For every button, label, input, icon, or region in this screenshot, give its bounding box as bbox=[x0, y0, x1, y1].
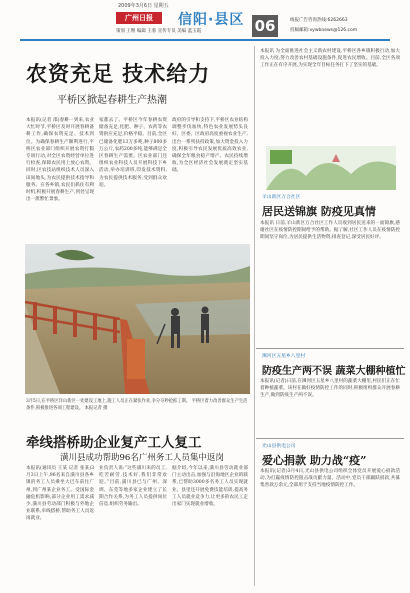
banner-badge bbox=[270, 150, 292, 164]
photo-illustration bbox=[25, 244, 250, 394]
editor-line: 策划 王继 编辑 王蓉 宣传专员 美编 蓝玉霞 bbox=[116, 29, 202, 34]
story1-tag: 羊山新区万合社区 bbox=[262, 195, 301, 200]
right-sidebar-text: 本报讯 为全面推进社会主义新农村建设,平桥区各乡镇积极行动,加大投入力度,努力改善农村基础设施条件,促进农民增收。目前,全区各项工作正在有序开展,为实现全年目标任务打下了坚实的基础。 bbox=[260, 49, 400, 69]
page-number: 06 bbox=[252, 15, 278, 37]
story3-headline: 爱心捐款 助力战“疫” bbox=[262, 454, 367, 467]
banner-illustration bbox=[266, 146, 396, 190]
main-subheadline: 平桥区掀起春耕生产热潮 bbox=[57, 95, 167, 106]
second-subheadline: 潢川县成功帮助96名广州务工人员集中返岗 bbox=[60, 453, 224, 463]
issue-date: 2009年3月6日 星期五 bbox=[118, 3, 169, 9]
contact-email: 投稿邮箱:xywbnews@126.com bbox=[290, 28, 358, 33]
story3-tag: 光山县供电公司 bbox=[262, 444, 296, 449]
right-separator-1 bbox=[256, 348, 404, 349]
masthead-rule bbox=[20, 39, 390, 41]
newspaper-logo: 广州日报 bbox=[116, 12, 162, 24]
news-photo bbox=[25, 244, 250, 394]
story2-tag: 浉河区五星乡八里村 bbox=[262, 354, 306, 359]
story1-text: 本报讯 日前,羊山新区万合社区工作人员收到居民送来的一面锦旗,感谢社区在疫情防控期间给予的帮助。据了解,社区工作人员在疫情防控期间坚守岗位,为居民提供生活物资,排查登记,深受居民好评。 bbox=[260, 221, 400, 241]
column-divider bbox=[254, 46, 255, 586]
second-story-col3: 据介绍,今年以来,潢川县劳动就业部门主动出击,加强与沿海地区企业的联系,已帮助3000多名务工人员实现就业。县里还开展免费技能培训,提高务工人员就业竞争力,让更多的农民工走出家门实现就业增收。 bbox=[172, 466, 248, 508]
story3-text: 本报讯(记者)3月4日,光山县供电公司组织全体党员开展爱心捐款活动,为打赢疫情防控阻击战贡献力量。活动中,党员干部踊跃捐款,共募集善款万余元,全部用于支持当地疫情防控工作。 bbox=[260, 469, 400, 489]
second-story-col2: 业负责人说:“这些潢川来的员工,吃苦耐劳,技术好,我们非常欢迎。”目前,潢川县已与广州、深圳、东莞等地多家企业建立了长期合作关系,为务工人员提供岗位信息,组织劳务输出。 bbox=[99, 466, 167, 508]
second-story-col1: 本报讯(通讯员 王某 记者 张某)3月3日上午,96名来自潢川县各乡镇的务工人员乘坐大巴车前往广州,到广州某企业务工。受国际金融危机影响,部分企业用工需求减少,潢川县劳动部门积极与外地企业联系,牵线搭桥,帮助务工人员返岗就业。 bbox=[26, 466, 94, 522]
main-story-col2: 家都去了。平桥区今年春耕农资储备充足,化肥、种子、农药等农资供应充足,价格平稳。目前,全区已储备化肥13万多吨,种子800多万公斤,农药200多吨,能够满足全区春耕生产需要。区农业部门还组织农业科技人员开展科技下乡活动,举办培训班,印发技术资料,为农民提供技术服务,受到群众欢迎。 bbox=[99, 118, 167, 188]
right-separator-2 bbox=[256, 438, 404, 439]
photo-caption: 3月5日,在平桥区洋山新区一处建设工地上,施工人员正在紧张作业,争分夺秒抢抓工期。 平桥区着力改善群众生产生活条件,积极推进各项工程建设。 本报记者 摄 bbox=[26, 399, 248, 411]
main-story-col1: 本报讯(记者 邵)春耕一到来,农业大忙时节,平桥区及时开展春耕备耕工作,确保农资充足、技术到位。为确保春耕生产顺利进行,平桥区农业部门组织开展农资打假专项行动,对全区农资经营单位进行检查,保障农民用上放心农资。同时,区农技站组织技术人员深入田间地头,为农民提供技术指导和服务。在各乡镇,农民们抓住有利时机,积极开展春耕生产,到处呈现出一派繁忙景象。 bbox=[26, 118, 94, 203]
hotline: 线报广告咨询热线:6262663 bbox=[290, 18, 348, 23]
story1-headline: 居民送锦旗 防疫见真情 bbox=[262, 205, 376, 218]
story2-headline: 防疫生产两不误 蔬菜大棚种植忙 bbox=[262, 366, 406, 377]
story2-text: 本报讯(记者)日前,在浉河区五星乡八里村的蔬菜大棚里,村民们正在忙着种植蔬菜。该村在做好疫情防控工作的同时,积极组织群众开展春耕生产,做到防疫生产两不误。 bbox=[260, 379, 400, 399]
main-headline: 农资充足 技术给力 bbox=[26, 61, 211, 86]
main-story-col3: 政府的引导和支持下,平桥区农业结构调整步伐加快,特色农业发展势头良好。区委、区政府高度重视农业生产,出台一系列扶持政策,加大资金投入力度,积极引导农民发展优质高效农业,确保全年粮食稳产增产、农民持续增收,为全区经济社会发展奠定坚实基础。 bbox=[172, 118, 248, 174]
section-title: 信阳·县区 bbox=[178, 12, 245, 28]
masthead bbox=[0, 0, 410, 42]
decorative-banner bbox=[266, 146, 396, 190]
second-headline: 牵线搭桥助企业复产工人复工 bbox=[26, 435, 202, 451]
